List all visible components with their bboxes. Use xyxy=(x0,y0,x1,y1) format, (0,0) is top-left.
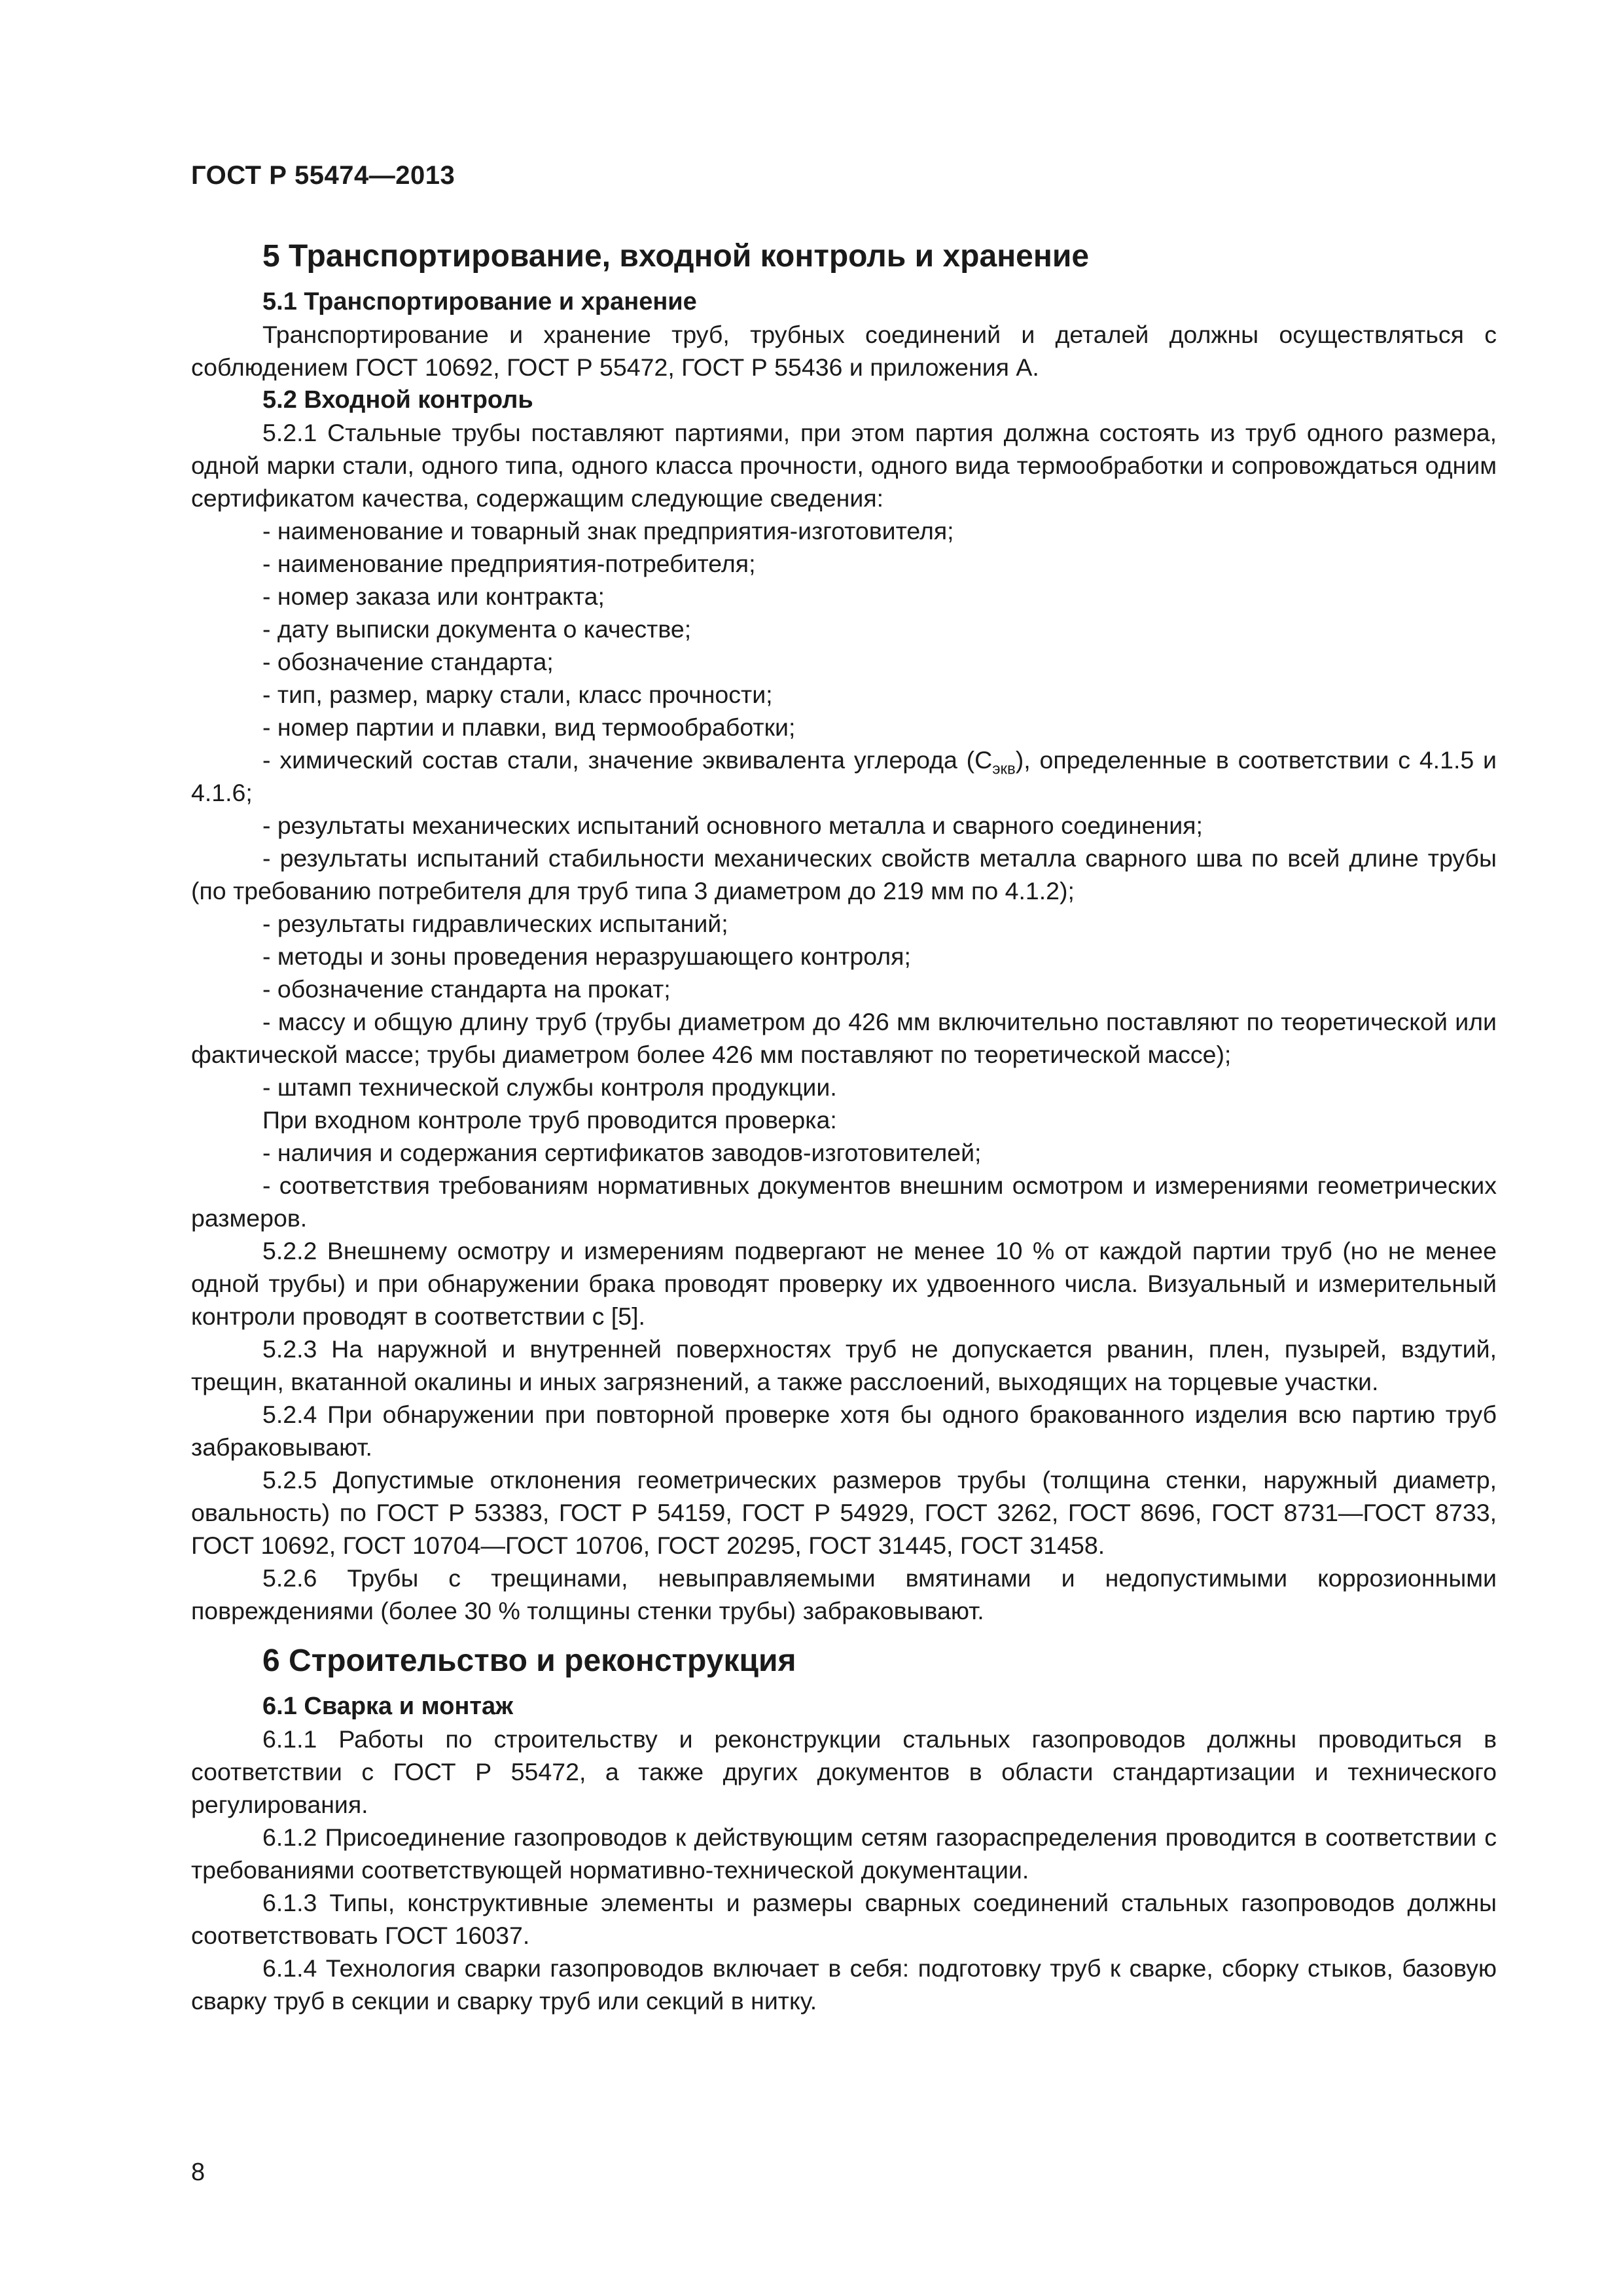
list-item: - обозначение стандарта; xyxy=(262,648,554,675)
list-item: - наименование и товарный знак предприятия-изготовителя; xyxy=(262,517,954,545)
paragraph-6-1-3: 6.1.3 Типы, конструктивные элементы и размеры сварных соединений стальных газопроводов должны соответствовать ГОСТ 16037. xyxy=(191,1889,1497,1949)
list-item: - наличия и содержания сертификатов заводов-изготовителей; xyxy=(262,1139,982,1166)
paragraph-5-2-1: 5.2.1 Стальные трубы поставляют партиями, при этом партия должна состоять из труб одного размера, одной марки стали, одного типа, одного класса прочности, одного вида термообработки и сопровождаться одним сертификатом качества, содержащим следующие сведения: xyxy=(191,419,1497,512)
list-item: - обозначение стандарта на прокат; xyxy=(262,975,671,1003)
paragraph-6-1-2: 6.1.2 Присоединение газопроводов к действующим сетям газораспределения проводится в соответствии с требованиями соответствующей нормативно-технической документации. xyxy=(191,1823,1497,1884)
list-item: - номер партии и плавки, вид термообработки; xyxy=(262,713,796,741)
section-6-title: 6 Строительство и реконструкция xyxy=(262,1643,796,1678)
paragraph-5-2-3: 5.2.3 На наружной и внутренней поверхностях труб не допускается рванин, плен, пузырей, вздутий, трещин, вкатанной окалины и иных загрязнений, а также расслоений, выходящих на торцевые участки. xyxy=(191,1335,1497,1395)
paragraph-5-2-5: 5.2.5 Допустимые отклонения геометрических размеров трубы (толщина стенки, наружный диаметр, овальность) по ГОСТ Р 53383, ГОСТ Р 54159, ГОСТ Р 54929, ГОСТ 3262, ГОСТ 8696, ГОСТ 8731—ГОСТ 8733, ГОСТ 10692, ГОСТ 10704—ГОСТ 10706, ГОСТ 20295, ГОСТ 31445, ГОСТ 31458. xyxy=(191,1466,1497,1559)
section-6-1-title: 6.1 Сварка и монтаж xyxy=(262,1693,514,1720)
check-intro: При входном контроле труб проводится проверка: xyxy=(262,1106,837,1134)
list-item: - результаты механических испытаний основного металла и сварного соединения; xyxy=(262,812,1203,839)
list-item: - тип, размер, марку стали, класс прочности; xyxy=(262,681,773,708)
list-item: - результаты испытаний стабильности механических свойств металла сварного шва по всей длине трубы (по требованию потребителя для труб типа 3 диаметром до 219 мм по 4.1.2); xyxy=(191,844,1497,905)
paragraph-6-1-1: 6.1.1 Работы по строительству и реконструкции стальных газопроводов должны проводиться в соответствии с ГОСТ Р 55472, а также других документов в области стандартизации и технического регулирования. xyxy=(191,1725,1497,1818)
section-5-title: 5 Транспортирование, входной контроль и хранение xyxy=(262,239,1090,274)
chem-subscript: экв xyxy=(992,760,1016,778)
chem-text-b: ), определенные в соответствии с 4.1.5 и 4.1.6; xyxy=(191,746,1497,806)
chem-text-a: - химический состав стали, значение эквивалента углерода (С xyxy=(262,746,993,774)
page-number: 8 xyxy=(191,2159,205,2186)
section-5-2-title: 5.2 Входной контроль xyxy=(262,386,533,414)
paragraph-6-1-4: 6.1.4 Технология сварки газопроводов включает в себя: подготовку труб к сварке, сборку стыков, базовую сварку труб в секции и сварку труб или секций в нитку. xyxy=(191,1954,1497,2015)
document-header: ГОСТ Р 55474—2013 xyxy=(191,161,455,190)
section-5-1-title: 5.1 Транспортирование и хранение xyxy=(262,288,697,315)
list-item: - методы и зоны проведения неразрушающего контроля; xyxy=(262,942,911,970)
list-item: - штамп технической службы контроля продукции. xyxy=(262,1073,837,1101)
list-item: - наименование предприятия-потребителя; xyxy=(262,550,756,577)
paragraph-5-2-4: 5.2.4 При обнаружении при повторной проверке хотя бы одного бракованного изделия всю партию труб забраковывают. xyxy=(191,1401,1497,1461)
list-item: - соответствия требованиям нормативных документов внешним осмотром и измерениями геометрических размеров. xyxy=(191,1172,1497,1232)
list-item-chemical-composition xyxy=(191,744,1497,809)
list-item: - результаты гидравлических испытаний; xyxy=(262,910,728,937)
paragraph-5-2-2: 5.2.2 Внешнему осмотру и измерениям подвергают не менее 10 % от каждой партии труб (но не менее одной трубы) и при обнаружении брака проводят проверку их удвоенного числа. Визуальный и измерительный контроли проводят в соответствии с [5]. xyxy=(191,1237,1497,1330)
paragraph-5-1: Транспортирование и хранение труб, трубных соединений и деталей должны осуществляться с соблюдением ГОСТ 10692, ГОСТ Р 55472, ГОСТ Р 55436 и приложения А. xyxy=(191,321,1497,381)
list-item: - номер заказа или контракта; xyxy=(262,583,605,610)
page-content xyxy=(191,237,1497,2017)
paragraph-5-2-6: 5.2.6 Трубы с трещинами, невыправляемыми вмятинами и недопустимыми коррозионными повреждениями (более 30 % толщины стенки трубы) забраковывают. xyxy=(191,1564,1497,1624)
list-item: - дату выписки документа о качестве; xyxy=(262,615,692,643)
list-item: - массу и общую длину труб (трубы диаметром до 426 мм включительно поставляют по теоретической или фактической массе; трубы диаметром более 426 мм поставляют по теоретической массе); xyxy=(191,1008,1497,1068)
